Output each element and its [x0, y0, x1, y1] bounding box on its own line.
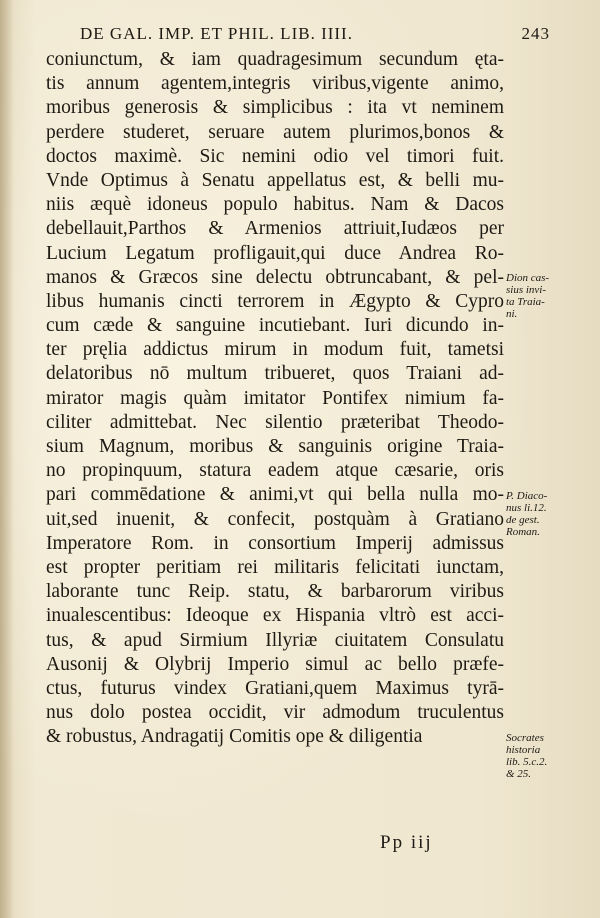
page-number: 243	[521, 24, 550, 43]
marginal-note-line: lib. 5.c.2.	[506, 756, 548, 768]
marginal-note-line: de gest.	[506, 514, 540, 526]
text-line: & robustus, Andragatij Comitis ope & diligentia	[46, 726, 423, 748]
text-line: niis æquè idoneus populo habitus. Nam & Dacos	[46, 194, 504, 216]
text-line: Ausonij & Olybrij Imperio simul ac bello præfe-	[46, 653, 504, 675]
text-line: ctus, futurus vindex Gratiani,quem Maximus tyrā-	[46, 677, 504, 699]
marginal-note-line: ni.	[506, 308, 518, 320]
marginal-note-socrates	[506, 732, 596, 780]
text-line: nus dolo postea occidit, vir admodum truculentus	[46, 702, 504, 724]
text-line: mirator magis quàm imitator Pontifex nimium fa-	[46, 387, 504, 409]
text-line: Imperatore Rom. in consortium Imperij admissus	[46, 532, 504, 554]
text-line: sium Magnum, moribus & sanguinis origine Traia-	[46, 436, 504, 457]
text-line: libus humanis cincti terrorem in Ægypto & Cypro	[46, 290, 504, 312]
marginal-note-line: nus li.12.	[506, 502, 547, 514]
text-line: est propter peritiam rei militaris felicitati iunctam,	[46, 556, 504, 578]
text-line: manos & Græcos sine delectu obtruncabant, & pel-	[46, 266, 504, 288]
marginal-note-diacono	[506, 490, 596, 538]
text-line: ciliter admittebat. Nec silentio præteribat Theodo-	[46, 411, 504, 433]
text-line: laborante tunc Reip. statu, & barbarorum viribus	[46, 581, 504, 603]
marginal-note-line: Socrates	[506, 732, 544, 744]
text-line: tus, & apud Sirmium Illyriæ ciuitatem Consulatu	[46, 629, 504, 651]
text-line: debellauit,Parthos & Armenios attriuit,Iudæos per	[46, 218, 504, 240]
marginal-note-line: Roman.	[506, 526, 540, 538]
text-line: uit,sed inuenit, & confecit, postquàm à Gratiano	[46, 508, 504, 530]
marginal-note-line: P. Diaco-	[506, 490, 548, 502]
running-title: DE GAL. IMP. ET PHIL. LIB. IIII.	[80, 24, 353, 43]
text-line: tis annum agentem,integris viribus,vigente animo,	[46, 73, 504, 95]
text-line: doctos maximè. Sic nemini odio vel timori fuit.	[46, 145, 504, 167]
text-line: coniunctum, & iam quadragesimum secundum ęta-	[46, 49, 504, 70]
text-line: perdere studeret, seruare autem plurimos,bonos &	[46, 121, 504, 143]
text-line: Vnde Optimus à Senatu appellatus est, & belli mu-	[46, 169, 504, 191]
text-line: delatoribus nō multum tribueret, quos Traiani ad-	[46, 363, 504, 385]
marginal-note-line: sius invi-	[506, 284, 547, 296]
marginal-note-dion	[506, 272, 596, 320]
text-line: moribus generosis & simplicibus : ita vt neminem	[46, 97, 504, 119]
text-line: no propinquum, statura eadem atque cæsarie, oris	[46, 460, 504, 482]
signature-mark: Pp iij	[380, 832, 433, 853]
marginal-note-line: Dion cas-	[506, 272, 550, 284]
text-line: inualescentibus: Ideoque ex Hispania vltrò est acci-	[46, 605, 504, 627]
marginal-note-line: ta Traia-	[506, 296, 545, 308]
marginal-note-line: historia	[506, 744, 541, 756]
page-gutter-shadow	[0, 0, 14, 918]
text-line: cum cæde & sanguine incutiebant. Iuri dicundo in-	[46, 315, 504, 337]
text-line: ter pręlia addictus mirum in modum fuit, tametsi	[46, 339, 504, 361]
running-header	[80, 24, 550, 44]
marginal-note-line: & 25.	[506, 768, 532, 780]
body-text	[46, 48, 504, 749]
text-line: Lucium Legatum profligauit,qui duce Andrea Ro-	[46, 242, 504, 264]
text-line: pari commēdatione & animi,vt qui bella nulla mo-	[46, 484, 504, 506]
